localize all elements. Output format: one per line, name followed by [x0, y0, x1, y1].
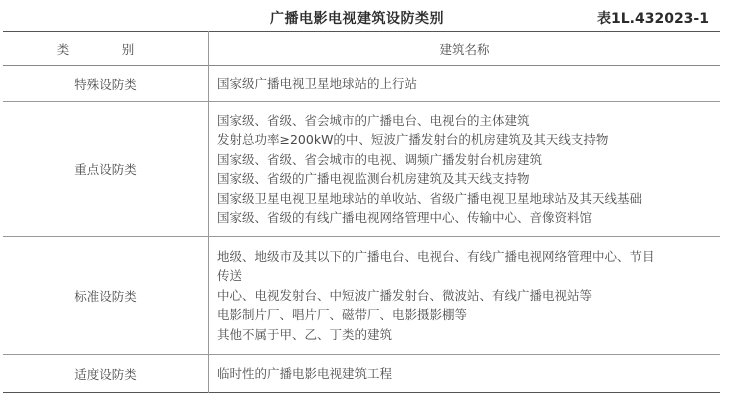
building-name-line: 临时性的广播电影电视建筑工程: [217, 365, 393, 381]
table-row: [3, 237, 720, 355]
building-name-line: 国家级卫星电视卫星地球站的单收站、省级广播电视卫星地球站及其天线基础: [217, 190, 643, 206]
column-header-category: 类 别: [3, 32, 209, 66]
building-names-cell: [209, 66, 721, 102]
column-header-building-name: 建筑名称: [439, 41, 490, 57]
category-cell: 特殊设防类: [3, 66, 209, 102]
building-name-line: 发射总功率≥200kW的中、短波广播发射台的机房建筑及其天线支持物: [217, 132, 609, 147]
table-row: [3, 66, 720, 102]
building-names-cell: [209, 102, 721, 237]
table-caption: [0, 0, 729, 30]
table-row: [3, 355, 720, 393]
table-title: 广播电影电视建筑设防类别: [270, 11, 444, 27]
building-name-line: 传送: [217, 268, 243, 284]
building-name-line: 中心、电视发射台、中短波广播发射台、微波站、有线广播电视站等: [217, 287, 593, 303]
building-name-line: 国家级、省级的有线广播电视网络管理中心、传输中心、音像资料馆: [217, 210, 593, 225]
building-name-line: 其他不属于甲、乙、丁类的建筑: [217, 326, 393, 342]
fortification-category-table: [3, 31, 720, 393]
category-cell: 适度设防类: [3, 355, 209, 393]
building-name-line: 国家级、省级、省会城市的广播电台、电视台的主体建筑: [217, 112, 530, 128]
building-name-line: 国家级、省级的广播电视监测台机房建筑及其天线支持物: [217, 171, 530, 186]
building-names-cell: [209, 355, 721, 393]
category-cell: 标准设防类: [3, 237, 209, 355]
building-names-cell: [209, 237, 721, 355]
building-name-line: 国家级广播电视卫星地球站的上行站: [217, 75, 418, 91]
building-name-line: 地级、地级市及其以下的广播电台、电视台、有线广播电视网络管理中心、节目: [217, 248, 655, 264]
table-number: 表1L.432023-1: [597, 11, 709, 27]
building-name-line: 电影制片厂、唱片厂、磁带厂、电影摄影棚等: [217, 307, 468, 323]
category-cell: 重点设防类: [3, 102, 209, 237]
table-header-row: [3, 32, 720, 66]
building-name-line: 国家级、省级、省会城市的电视、调频广播发射台机房建筑: [217, 151, 543, 167]
table-row: [3, 102, 720, 237]
